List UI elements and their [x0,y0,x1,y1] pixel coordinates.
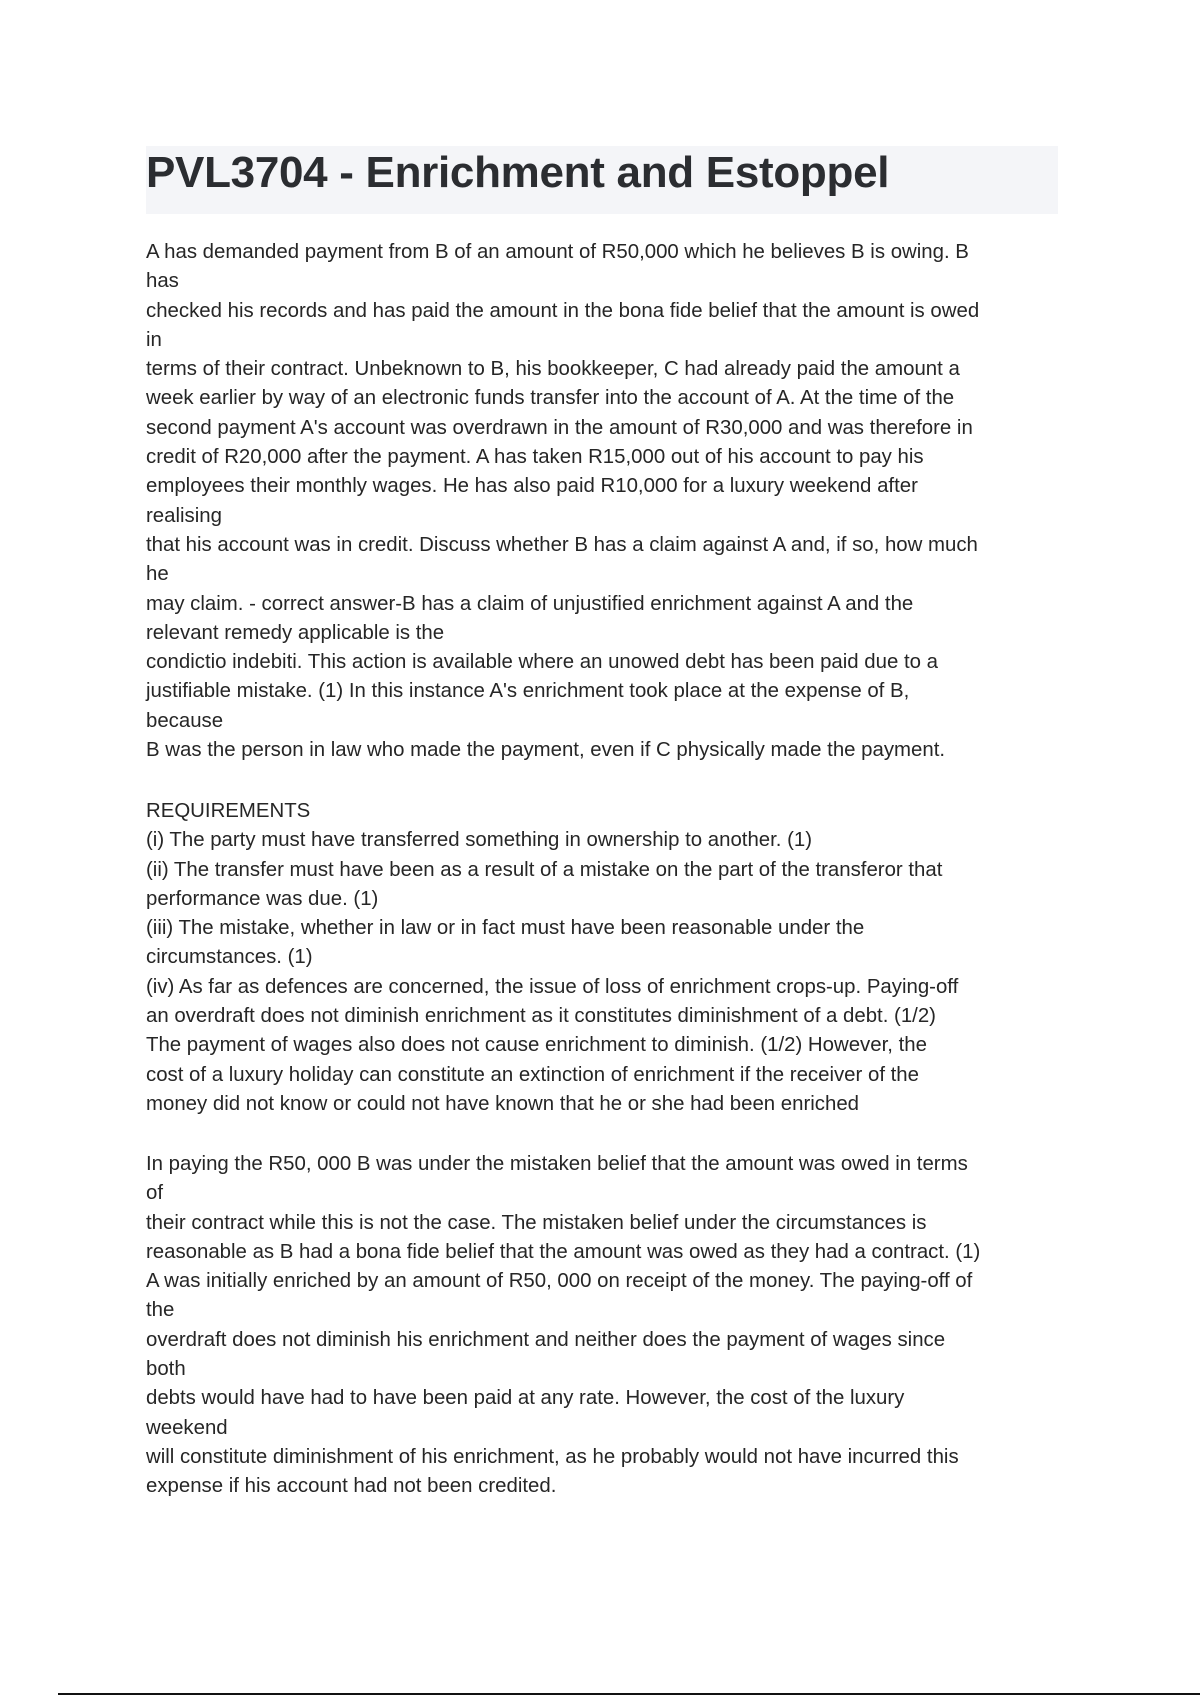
text-line: (iv) As far as defences are concerned, the issue of loss of enrichment crops-up. Paying-off [146,975,959,998]
question-answer-paragraph [146,238,1066,765]
text-line: expense if his account had not been credited. [146,1475,557,1498]
text-line: an overdraft does not diminish enrichment as it constitutes diminishment of a debt. (1/2) [146,1005,936,1028]
text-line: circumstances. (1) [146,946,313,969]
text-line: checked his records and has paid the amount in the bona fide belief that the amount is owed [146,299,980,322]
text-line: A has demanded payment from B of an amount of R50,000 which he believes B is owing. B [146,241,969,263]
text-line: The payment of wages also does not cause enrichment to diminish. (1/2) However, the [146,1034,927,1057]
page-title: PVL3704 - Enrichment and Estoppel [146,148,890,197]
text-line: justifiable mistake. (1) In this instance A's enrichment took place at the expense of B, [146,680,910,703]
text-line: (ii) The transfer must have been as a result of a mistake on the part of the transferor that [146,858,943,881]
requirements-heading: REQUIREMENTS [146,800,311,822]
text-line: the [146,1299,175,1322]
bottom-divider [58,1693,1200,1695]
text-line: A was initially enriched by an amount of R50, 000 on receipt of the money. The paying-off of [146,1270,973,1293]
application-paragraph [146,1150,1066,1502]
text-line: In paying the R50, 000 B was under the mistaken belief that the amount was owed in terms [146,1153,968,1175]
text-line: realising [146,504,222,527]
text-line: performance was due. (1) [146,887,379,910]
text-line: in [146,328,162,351]
requirements-section [146,797,1066,1119]
text-line: (iii) The mistake, whether in law or in fact must have been reasonable under the [146,917,865,940]
text-line: debts would have had to have been paid at any rate. However, the cost of the luxury [146,1387,905,1410]
text-line: credit of R20,000 after the payment. A has taken R15,000 out of his account to pay his [146,446,924,469]
text-line: B was the person in law who made the payment, even if C physically made the payment. [146,739,946,762]
text-line: because [146,709,224,732]
text-line: both [146,1358,186,1381]
text-line: may claim. - correct answer-B has a claim of unjustified enrichment against A and the [146,592,914,615]
text-line: has [146,270,179,293]
text-line: (i) The party must have transferred something in ownership to another. (1) [146,829,813,852]
text-line: will constitute diminishment of his enrichment, as he probably would not have incurred this [146,1445,959,1468]
text-line: terms of their contract. Unbeknown to B, his bookkeeper, C had already paid the amount a [146,358,960,381]
text-line: overdraft does not diminish his enrichment and neither does the payment of wages since [146,1328,946,1351]
text-line: that his account was in credit. Discuss whether B has a claim against A and, if so, how much [146,533,978,556]
text-line: their contract while this is not the case. The mistaken belief under the circumstances is [146,1211,927,1234]
text-line: employees their monthly wages. He has also paid R10,000 for a luxury weekend after [146,475,918,498]
text-line: week earlier by way of an electronic funds transfer into the account of A. At the time of the [146,387,955,410]
text-line: second payment A's account was overdrawn in the amount of R30,000 and was therefore in [146,416,973,439]
text-line: cost of a luxury holiday can constitute an extinction of enrichment if the receiver of the [146,1063,919,1086]
text-line: reasonable as B had a bona fide belief that the amount was owed as they had a contract. (1) [146,1240,981,1263]
text-line: weekend [146,1416,228,1439]
text-line: relevant remedy applicable is the [146,621,445,644]
text-line: money did not know or could not have known that he or she had been enriched [146,1092,860,1115]
text-line: condictio indebiti. This action is available where an unowed debt has been paid due to a [146,651,938,674]
text-line: of [146,1182,164,1205]
text-line: he [146,563,169,586]
